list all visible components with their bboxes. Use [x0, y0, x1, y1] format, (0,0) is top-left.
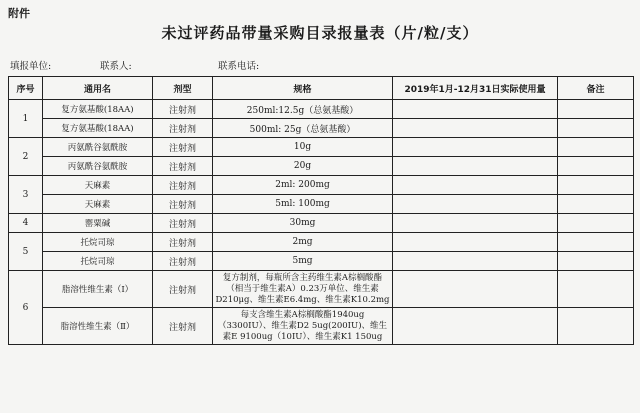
drug-name: 托烷司琼 [43, 233, 153, 252]
dosage-form: 注射剂 [153, 195, 213, 214]
usage-quantity-cell[interactable] [393, 308, 558, 345]
drug-name: 脂溶性维生素（Ⅰ） [43, 271, 153, 308]
row-index: 6 [9, 271, 43, 345]
column-header: 序号 [9, 77, 43, 100]
remarks-cell[interactable] [558, 271, 634, 308]
column-header: 2019年1月-12月31日实际使用量 [393, 77, 558, 100]
column-header: 剂型 [153, 77, 213, 100]
table-row [9, 157, 634, 176]
usage-quantity-cell[interactable] [393, 119, 558, 138]
usage-quantity-cell[interactable] [393, 138, 558, 157]
table-header-row [9, 77, 634, 100]
dosage-form: 注射剂 [153, 252, 213, 271]
specification: 20g [213, 157, 393, 176]
table-row [9, 214, 634, 233]
usage-quantity-cell[interactable] [393, 252, 558, 271]
drug-name: 丙氨酰谷氨酰胺 [43, 138, 153, 157]
remarks-cell[interactable] [558, 195, 634, 214]
dosage-form: 注射剂 [153, 138, 213, 157]
drug-name: 天麻素 [43, 195, 153, 214]
drug-name: 罂粟碱 [43, 214, 153, 233]
usage-quantity-cell[interactable] [393, 214, 558, 233]
dosage-form: 注射剂 [153, 119, 213, 138]
drug-name: 天麻素 [43, 176, 153, 195]
usage-quantity-cell[interactable] [393, 176, 558, 195]
column-header: 规格 [213, 77, 393, 100]
specification: 10g [213, 138, 393, 157]
specification: 500ml: 25g（总氨基酸） [213, 119, 393, 138]
column-header: 通用名 [43, 77, 153, 100]
table-row [9, 176, 634, 195]
specification: 5ml: 100mg [213, 195, 393, 214]
table-row [9, 195, 634, 214]
table-row [9, 233, 634, 252]
remarks-cell[interactable] [558, 100, 634, 119]
specification: 2mg [213, 233, 393, 252]
column-header: 备注 [558, 77, 634, 100]
usage-quantity-cell[interactable] [393, 100, 558, 119]
specification: 30mg [213, 214, 393, 233]
table-row [9, 119, 634, 138]
remarks-cell[interactable] [558, 233, 634, 252]
row-index: 4 [9, 214, 43, 233]
drug-quantity-table [8, 76, 634, 345]
drug-name: 脂溶性维生素（Ⅱ） [43, 308, 153, 345]
remarks-cell[interactable] [558, 157, 634, 176]
table-row [9, 100, 634, 119]
unit-field-label: 填报单位: [10, 61, 52, 72]
dosage-form: 注射剂 [153, 100, 213, 119]
specification: 每支含维生素A棕榈酸酯1940ug（3300IU）、维生素D2 5ug(200IU)、维生素E 9100ug（10IU）、维生素K1 150ug [213, 308, 393, 345]
specification: 5mg [213, 252, 393, 271]
row-index: 1 [9, 100, 43, 138]
contact-field-label: 联系人: [100, 61, 132, 72]
dosage-form: 注射剂 [153, 214, 213, 233]
remarks-cell[interactable] [558, 119, 634, 138]
specification: 复方制剂，每瓶所含主药维生素A棕榈酸酯（相当于维生素A）0.23万单位、维生素D210μg、维生素E6.4mg、维生素K10.2mg [213, 271, 393, 308]
page-title: 未过评药品带量采购目录报量表（片/粒/支） [161, 24, 479, 42]
drug-name: 复方氨基酸(18AA) [43, 119, 153, 138]
table-row [9, 308, 634, 345]
dosage-form: 注射剂 [153, 271, 213, 308]
remarks-cell[interactable] [558, 138, 634, 157]
remarks-cell[interactable] [558, 308, 634, 345]
specification: 250ml:12.5g（总氨基酸） [213, 100, 393, 119]
table-row [9, 138, 634, 157]
remarks-cell[interactable] [558, 252, 634, 271]
phone-field-label: 联系电话: [218, 61, 260, 72]
dosage-form: 注射剂 [153, 157, 213, 176]
row-index: 3 [9, 176, 43, 214]
usage-quantity-cell[interactable] [393, 271, 558, 308]
row-index: 5 [9, 233, 43, 271]
attachment-label: 附件 [8, 7, 30, 20]
dosage-form: 注射剂 [153, 308, 213, 345]
remarks-cell[interactable] [558, 214, 634, 233]
usage-quantity-cell[interactable] [393, 233, 558, 252]
remarks-cell[interactable] [558, 176, 634, 195]
usage-quantity-cell[interactable] [393, 195, 558, 214]
table-row [9, 252, 634, 271]
table-row [9, 271, 634, 308]
drug-name: 托烷司琼 [43, 252, 153, 271]
specification: 2ml: 200mg [213, 176, 393, 195]
dosage-form: 注射剂 [153, 233, 213, 252]
drug-name: 复方氨基酸(18AA) [43, 100, 153, 119]
table-body [9, 100, 634, 345]
drug-name: 丙氨酰谷氨酰胺 [43, 157, 153, 176]
row-index: 2 [9, 138, 43, 176]
dosage-form: 注射剂 [153, 176, 213, 195]
usage-quantity-cell[interactable] [393, 157, 558, 176]
